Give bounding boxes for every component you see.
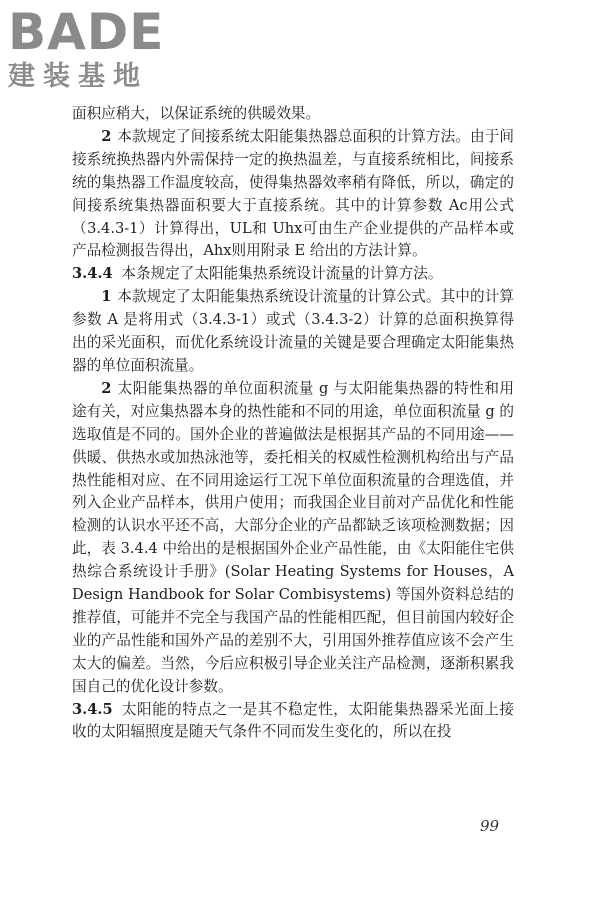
page-number: 99 <box>480 817 500 835</box>
section-number: 3.4.4 <box>72 265 113 283</box>
bade-logo <box>8 3 165 94</box>
document-body <box>72 103 514 744</box>
paragraph-text: 本款规定了间接系统太阳能集热器总面积的计算方法。由于间接系统换热器内外需保持一定的换热温差，与直接系统相比，间接系统的集热器工作温度较高，使得集热器效率稍有降低，所以，确定的间接系统集热器面积要大于直接系统。其中的计算参数 Ac用公式（3.4.3-1）计算得出，UL和 Uhx可由生产企业提供的产品样本或产品检测报告得出，Ahx则用附录 E 给出的方法计算。 <box>72 127 514 260</box>
paragraph-item-2a <box>72 126 514 263</box>
logo-wordmark: BADE <box>8 3 165 61</box>
section-text: 本条规定了太阳能集热系统设计流量的计算方法。 <box>121 265 443 283</box>
item-number: 2 <box>101 379 112 397</box>
logo-subtitle: 建装基地 <box>8 61 148 92</box>
item-number: 2 <box>101 127 112 145</box>
paragraph-text: 太阳能集热器的单位面积流量 g 与太阳能集热器的特性和用途有关，对应集热器本身的热性能和不同的用途，单位面积流量 g 的选取值是不同的。国外企业的普遍做法是根据其产品的不同用途——供暖、供热水或加热泳池等，委托相关的权威性检测机构给出与产品热性能相对应、在不同用途运行工况下单位面积流量的合理选值，并列入企业产品样本，供用户使用；而我国企业目前对产品优化和性能检测的认识水平还不高，大部分企业的产品都缺乏该项检测数据；因此，表 3.4.4 中给出的是根据国外企业产品性能，由《太阳能住宅供热综合系统设计手册》(Solar Heating Systems for Houses，A Design Handbook for Solar Combisystems) 等国外资料总结的推荐值，可能并不完全与我国产品的性能相匹配，但目前国内较好企业的产品性能和国外产品的差别不大，引用国外推荐值应该不会产生太大的偏差。当然，今后应积极引导企业关注产品检测，逐渐积累我国自己的优化设计参数。 <box>72 379 514 695</box>
paragraph-item-1 <box>72 286 514 378</box>
section-text: 太阳能的特点之一是其不稳定性，太阳能集热器采光面上接收的太阳辐照度是随天气条件不同而发生变化的，所以在投 <box>72 700 514 741</box>
section-number: 3.4.5 <box>72 700 113 718</box>
paragraph-continuation: 面积应稍大，以保证系统的供暖效果。 <box>72 105 321 122</box>
paragraph-text: 本款规定了太阳能集热系统设计流量的计算公式。其中的计算参数 A 是将用式（3.4.3-1）或式（3.4.3-2）计算的总面积换算得出的采光面积，而优化系统设计流量的关键是要合理确定太阳能集热器的单位面积流量。 <box>72 288 514 374</box>
paragraph-item-2b <box>72 378 514 699</box>
item-number: 1 <box>101 288 112 306</box>
section-3-4-4 <box>72 263 514 286</box>
section-3-4-5 <box>72 699 514 745</box>
